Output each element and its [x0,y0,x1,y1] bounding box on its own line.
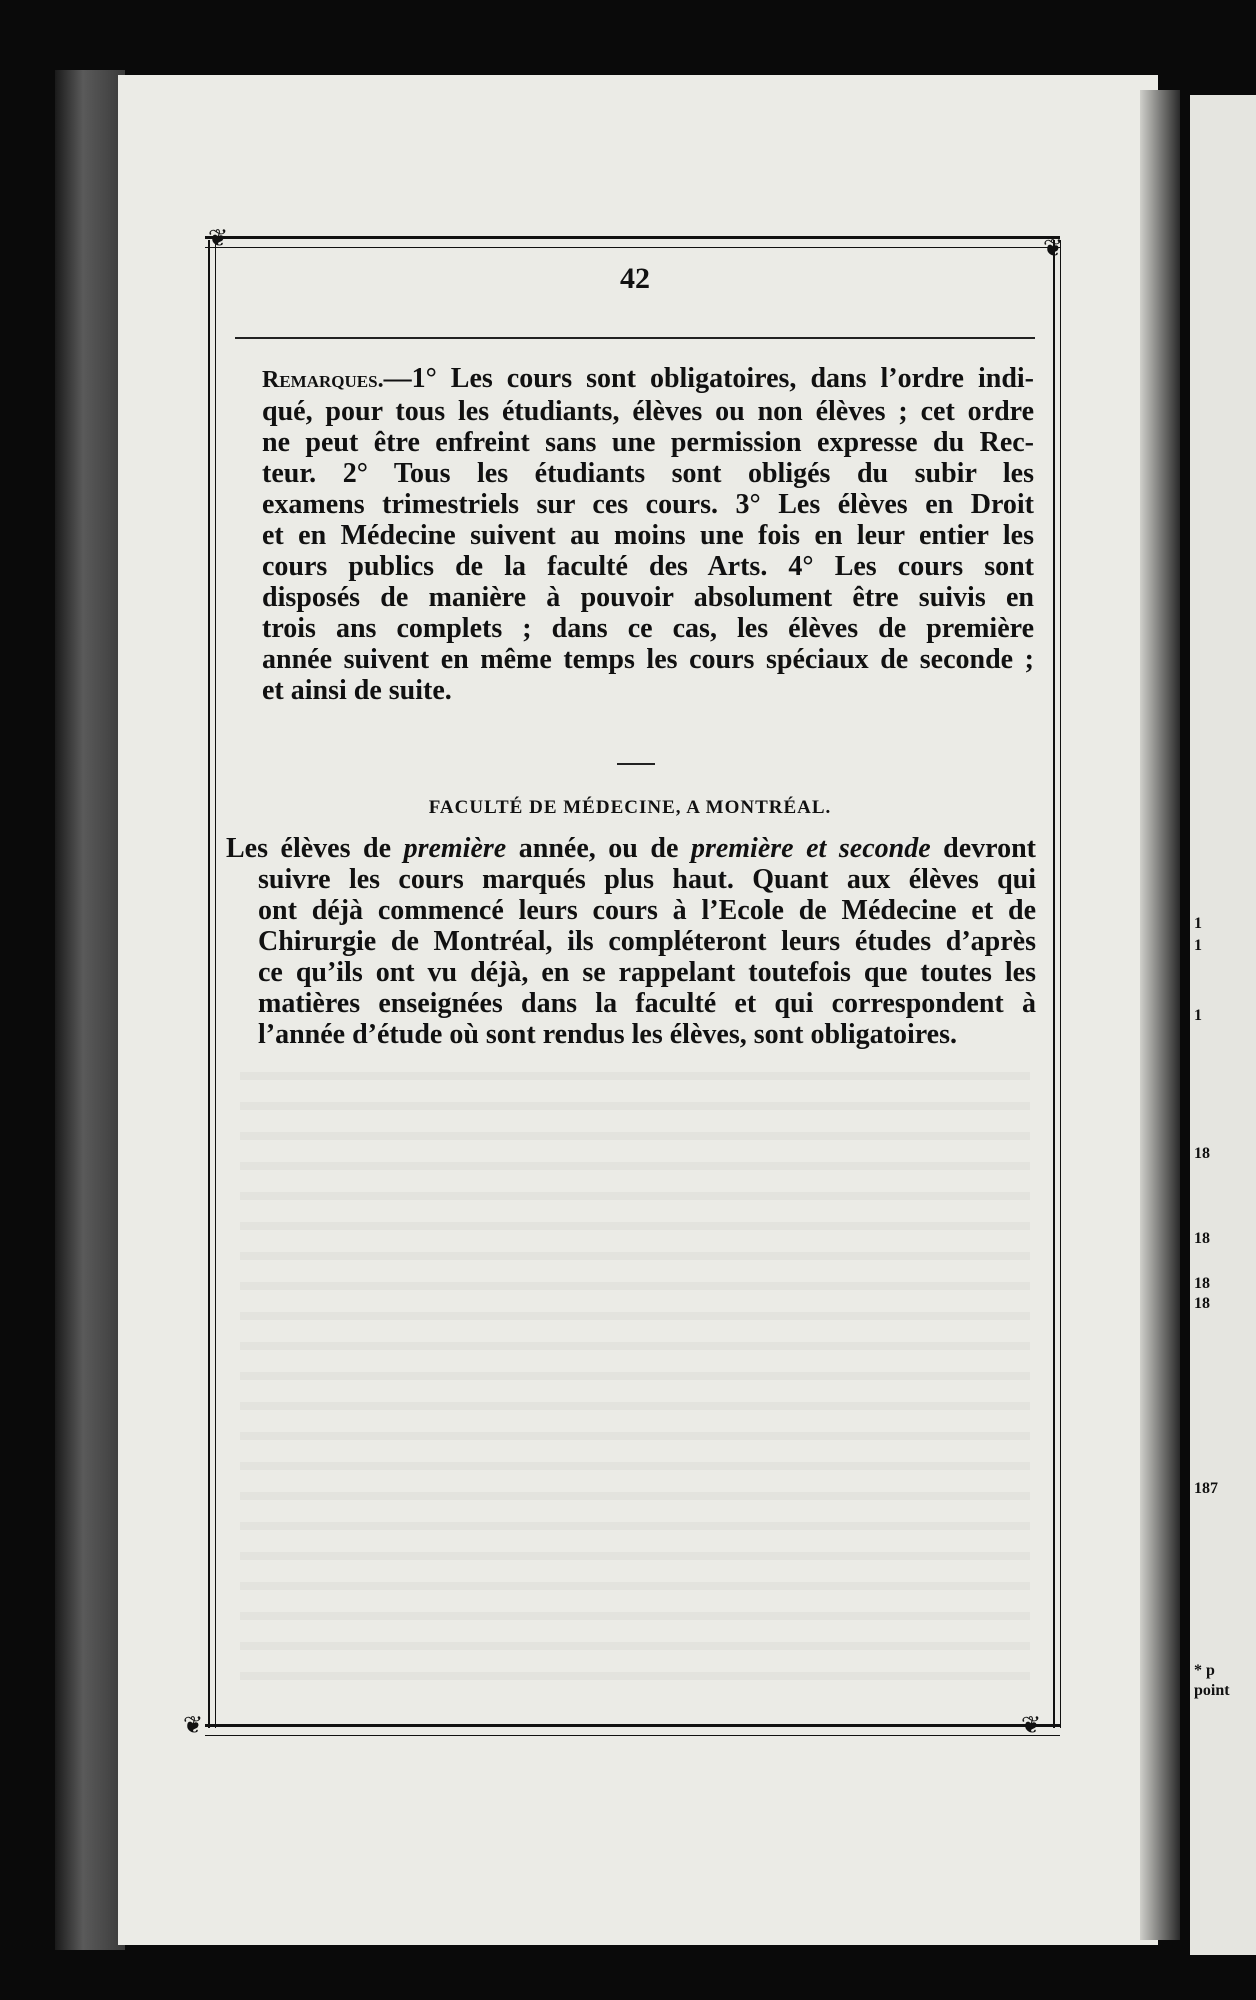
remarks-label: Remarques. [262,367,384,393]
corner-ornament-icon: ❦ [1020,1711,1042,1739]
corner-ornament-icon: ❦ [207,224,229,252]
text-line: ce qu’ils ont vu déjà, en se rappelant toutefois que toutes les [258,957,1036,988]
section-title: FACULTÉ DE MÉDECINE, A MONTRÉAL. [428,797,832,818]
page-number: 42 [620,262,650,295]
text-line [226,833,1036,864]
text-line: ont déjà commencé leurs cours à l’Ecole de Médecine et de [258,895,1036,926]
text-run: devront [930,833,1036,864]
frame-bottom-rule [205,1724,1060,1736]
emphasis-text: première et seconde [690,833,931,864]
corner-ornament-icon: ❦ [182,1711,204,1739]
fragment-text: 1 [1194,937,1202,954]
text-line: ne peut être enfreint sans une permission expresse du Rec- [262,427,1034,458]
text-line [262,363,1034,396]
header-rule [235,337,1035,339]
fragment-text: 1 [1194,1007,1202,1024]
book-spine [55,70,125,1950]
fragment-text: 18 [1194,1230,1210,1247]
fragment-text: 18 [1194,1145,1210,1162]
frame-right-rule [1053,240,1061,1728]
section-separator [617,763,655,765]
remarks-line-text: —1° Les cours sont obligatoires, dans l’ordre indi- [383,363,1034,394]
text-line: suivre les cours marqués plus haut. Quant aux élèves qui [258,864,1036,895]
adjacent-page-fragment [1190,95,1256,1955]
text-line: matières enseignées dans la faculté et qui correspondent à [258,988,1036,1019]
text-line: trois ans complets ; dans ce cas, les élèves de première [262,613,1034,644]
fragment-text: * p [1194,1662,1215,1679]
text-run: Les élèves de [226,833,404,864]
page-gutter-shadow [1140,90,1180,1940]
text-line: examens trimestriels sur ces cours. 3° Les élèves en Droit [262,489,1034,520]
text-line: Chirurgie de Montréal, ils compléteront leurs études d’après [258,926,1036,957]
text-line: disposés de manière à pouvoir absolument être suivis en [262,582,1034,613]
text-line: l’année d’étude où sont rendus les élèves, sont obligatoires. [258,1019,957,1050]
frame-top-rule [205,236,1060,248]
fragment-text: 18 [1194,1295,1210,1312]
text-run: année, ou de [506,833,691,864]
text-line: teur. 2° Tous les étudiants sont obligés du subir les [262,458,1034,489]
remarks-paragraph [262,363,1034,706]
text-line: cours publics de la faculté des Arts. 4° Les cours sont [262,551,1034,582]
corner-ornament-icon: ❦ [1042,234,1064,262]
emphasis-text: première [403,833,507,864]
fragment-text: 187 [1194,1480,1218,1497]
bleed-through-text [240,1050,1030,1700]
text-line: qué, pour tous les étudiants, élèves ou non élèves ; cet ordre [262,396,1034,427]
fragment-text: point [1194,1682,1230,1699]
text-line: et ainsi de suite. [262,675,452,706]
frame-left-rule [208,240,216,1728]
fragment-text: 1 [1194,915,1202,932]
text-line: et en Médecine suivent au moins une fois en leur entier les [262,520,1034,551]
text-line: année suivent en même temps les cours spéciaux de seconde ; [262,644,1034,675]
fragment-text: 18 [1194,1275,1210,1292]
faculte-paragraph [226,833,1036,1050]
